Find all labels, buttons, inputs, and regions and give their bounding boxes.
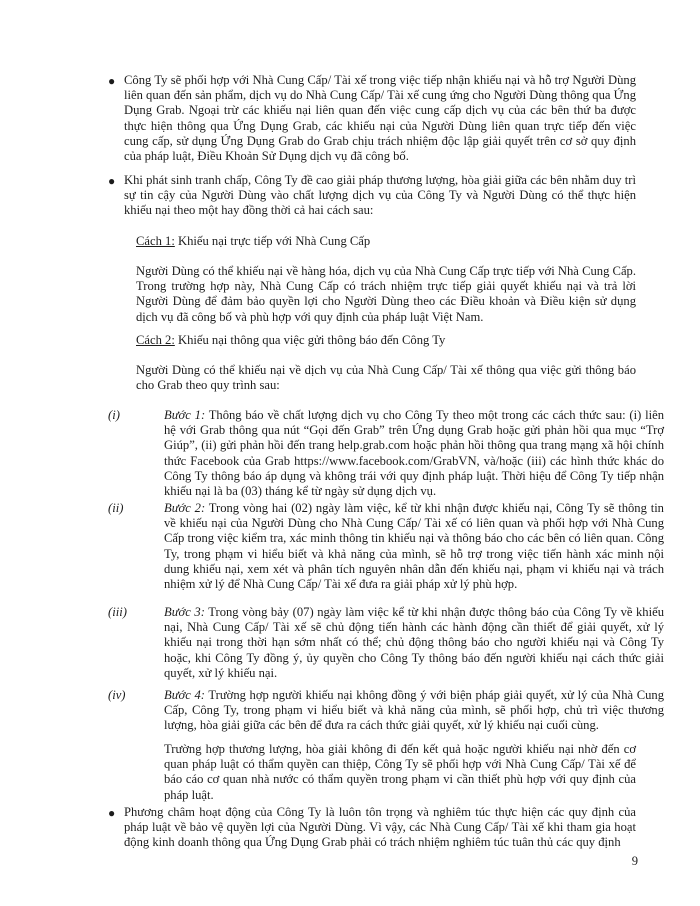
method-1-body: Người Dùng có thể khiếu nại về hàng hóa, dịch vụ của Nhà Cung Cấp trực tiếp với Nhà Cung Cấp. Trong trường hợp này, Nhà Cung Cấp có trách nhiệm trực tiếp giải quyết khiếu nại và trả lời Người Dùng để đảm bảo quyền lợi cho Người Dùng theo các Điều khoản và Điều kiện sử dụng dịch vụ đã công bố và phù hợp với quy định của pháp luật Việt Nam. [136, 264, 636, 324]
method-1-heading [136, 234, 636, 249]
closing-paragraph: Trường hợp thương lượng, hòa giải không đi đến kết quả hoặc người khiếu nại nhờ đến cơ quan pháp luật có thẩm quyền can thiệp, Công Ty sẽ phối hợp với Nhà Cung Cấp/ Tài xế để báo cáo cơ quan nhà nước có thẩm quyền trong phạm vi cần thiết phù hợp với quy định của pháp luật. [164, 742, 636, 802]
step-4 [108, 688, 664, 734]
step-2-label: Bước 2: [164, 501, 206, 515]
step-3 [108, 605, 664, 681]
step-2-text: Trong vòng hai (02) ngày làm việc, kể từ khi nhận được khiếu nại, Công Ty sẽ thông tin về khiếu nại của Người Dùng cho Nhà Cung Cấp/ Tài xế có liên quan và phối hợp với Nhà Cung Cấp trong việc kiểm tra, xác minh thông tin khiếu nại và thông báo cho các bên có liên quan. Công Ty, trong phạm vi hiểu biết và khả năng của mình, sẽ hỗ trợ trong việc tiến hành xác minh nội dung khiếu nại, xem xét và phân tích nguyên nhân dẫn đến khiếu nại, phạm vi khiếu nại và trách nhiệm xử lý để Nhà Cung Cấp/ Tài xế đưa ra giải pháp xử lý phù hợp. [164, 501, 664, 592]
method-2-heading [136, 333, 636, 348]
step-1-number: (i) [108, 408, 120, 422]
step-1 [108, 408, 664, 499]
method-2-body: Người Dùng có thể khiếu nại về dịch vụ của Nhà Cung Cấp/ Tài xế thông qua việc gửi thông báo cho Grab theo quy trình sau: [136, 363, 636, 393]
method-1-title: Khiếu nại trực tiếp với Nhà Cung Cấp [174, 234, 371, 248]
step-4-text: Trường hợp người khiếu nại không đồng ý với biện pháp giải quyết, xử lý của Nhà Cung Cấp, Công Ty, trong phạm vi hiểu biết và khả năng của mình, sẽ phối hợp, chủ trì việc thương lượng, hòa giải giữa các bên để đưa ra cách thức giải quyết, xử lý khiếu nại cuối cùng. [164, 688, 664, 733]
step-3-label: Bước 3: [164, 605, 205, 619]
page-number: 9 [631, 854, 638, 868]
bullet-icon: ● [108, 806, 116, 820]
step-2 [108, 501, 664, 592]
step-1-text: Thông báo về chất lượng dịch vụ cho Công Ty theo một trong các cách thức sau: (i) liên hệ với Grab thông qua nút “Gọi đến Grab” trên Ứng dụng Grab hoặc gửi phản hồi qua mục “Trợ Giúp”, (ii) gửi phản hồi đến trang help.grab.com hoặc phản hồi thông qua trang mạng xã hội chính thức Facebook của Grab https://www.facebook.com/GrabVN, và/hoặc (iii) các hình thức khác do Công Ty thông báo áp dụng và không trái với quy định pháp luật. Thời hiệu để Công Ty tiếp nhận khiếu nại là ba (03) tháng kể từ ngày sử dụng dịch vụ. [164, 408, 664, 499]
step-4-label: Bước 4: [164, 688, 205, 702]
bullet-paragraph-3: Phương châm hoạt động của Công Ty là luôn tôn trọng và nghiêm túc thực hiện các quy định của pháp luật về bảo vệ quyền lợi của Người Dùng. Vì vậy, các Nhà Cung Cấp/ Tài xế khi tham gia hoạt động kinh doanh thông qua Ứng Dụng Grab phải có trách nhiệm nghiêm túc tuân thủ các quy định [124, 805, 636, 850]
step-4-number: (iv) [108, 688, 126, 702]
method-2-label: Cách 2: [136, 333, 175, 347]
bullet-icon: ● [108, 174, 116, 188]
method-1-label: Cách 1: [136, 234, 175, 248]
bullet-paragraph-2: Khi phát sinh tranh chấp, Công Ty đề cao giải pháp thương lượng, hòa giải giữa các bên nhằm duy trì sự tin cậy của Người Dùng vào chất lượng dịch vụ của Công Ty và Người Dùng có thể thực hiện khiếu nại theo một hay đồng thời cả hai cách sau: [124, 173, 636, 218]
step-2-number: (ii) [108, 501, 124, 515]
bullet-paragraph-1: Công Ty sẽ phối hợp với Nhà Cung Cấp/ Tài xế trong việc tiếp nhận khiếu nại và hỗ trợ Người Dùng liên quan đến sản phẩm, dịch vụ do Nhà Cung Cấp/ Tài xế cung ứng cho Người Dùng thông qua Ứng Dụng Grab. Ngoại trừ các khiếu nại liên quan đến việc cung cấp dịch vụ của các bên thứ ba được thực hiện thông qua Ứng Dụng Grab, các khiếu nại của Người Dùng liên quan trực tiếp đến việc cung cấp, sử dụng Ứng Dụng Grab do Grab chịu trách nhiệm độc lập giải quyết trên cơ sở quy định của pháp luật, Điều Khoản Sử Dụng dịch vụ đã công bố. [124, 73, 636, 164]
bullet-icon: ● [108, 74, 116, 88]
step-3-text: Trong vòng bảy (07) ngày làm việc kể từ khi nhận được thông báo của Công Ty về khiếu nại, Nhà Cung Cấp/ Tài xế sẽ chủ động tiến hành các hành động cần thiết để giải quyết, xử lý khiếu nại trong thời hạn sớm nhất có thể; chủ động thông báo cho người khiếu nại và Công Ty hoặc, khi Công Ty đồng ý, ủy quyền cho Công Ty thông báo đến người khiếu nại cách thức giải quyết, xử lý khiếu nại. [164, 605, 664, 680]
method-2-title: Khiếu nại thông qua việc gửi thông báo đến Công Ty [174, 333, 446, 347]
step-1-label: Bước 1: [164, 408, 206, 422]
step-3-number: (iii) [108, 605, 127, 619]
